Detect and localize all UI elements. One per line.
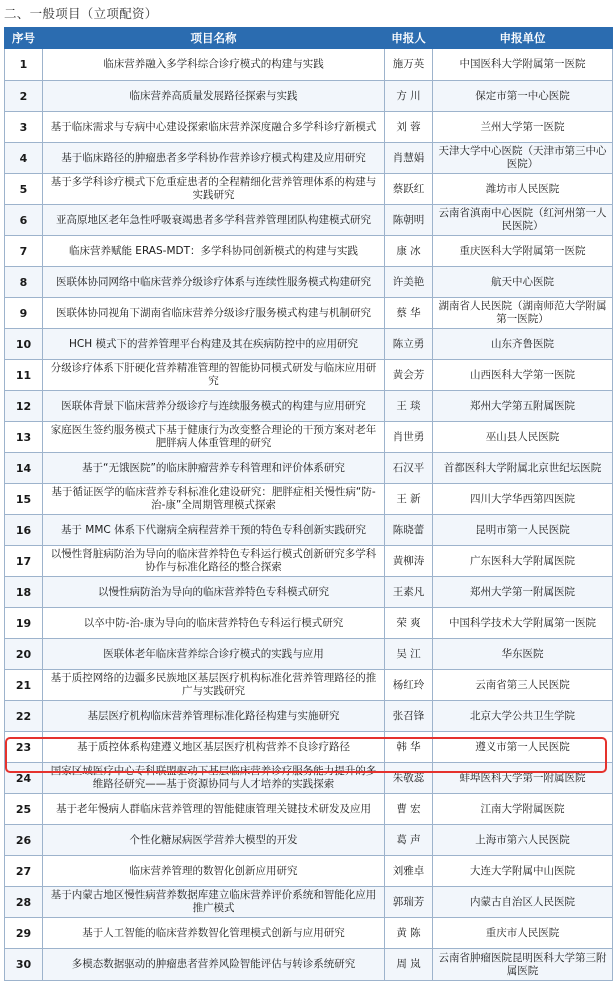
project-table xyxy=(4,27,613,981)
cell-applicant: 王素凡 xyxy=(385,577,433,608)
cell-project-name: 临床营养管理的数智化创新应用研究 xyxy=(43,856,385,887)
cell-no: 13 xyxy=(5,422,43,453)
table-row xyxy=(5,825,613,856)
cell-unit: 云南省滇南中心医院（红河州第一人民医院） xyxy=(433,205,613,236)
header-unit: 申报单位 xyxy=(433,28,613,49)
cell-no: 14 xyxy=(5,453,43,484)
cell-applicant: 陈晓蕾 xyxy=(385,515,433,546)
cell-no: 28 xyxy=(5,887,43,918)
cell-no: 7 xyxy=(5,236,43,267)
cell-unit: 广东医科大学附属医院 xyxy=(433,546,613,577)
cell-applicant: 张召锋 xyxy=(385,701,433,732)
cell-unit: 江南大学附属医院 xyxy=(433,794,613,825)
cell-unit: 潍坊市人民医院 xyxy=(433,174,613,205)
cell-unit: 遵义市第一人民医院 xyxy=(433,732,613,763)
cell-unit: 航天中心医院 xyxy=(433,267,613,298)
cell-unit: 云南省第三人民医院 xyxy=(433,670,613,701)
cell-applicant: 朱敬蕊 xyxy=(385,763,433,794)
table-row xyxy=(5,639,613,670)
cell-applicant: 黄会芳 xyxy=(385,360,433,391)
cell-unit: 郑州大学第一附属医院 xyxy=(433,577,613,608)
cell-no: 1 xyxy=(5,49,43,81)
cell-applicant: 葛 声 xyxy=(385,825,433,856)
table-row xyxy=(5,856,613,887)
cell-no: 4 xyxy=(5,143,43,174)
cell-project-name: 基于临床路径的肿瘤患者多学科协作营养诊疗模式构建及应用研究 xyxy=(43,143,385,174)
cell-project-name: 医联体背景下临床营养分级诊疗与连续服务模式的构建与应用研究 xyxy=(43,391,385,422)
cell-unit: 四川大学华西第四医院 xyxy=(433,484,613,515)
cell-unit: 重庆医科大学附属第一医院 xyxy=(433,236,613,267)
table-row xyxy=(5,515,613,546)
cell-no: 5 xyxy=(5,174,43,205)
cell-no: 16 xyxy=(5,515,43,546)
cell-no: 27 xyxy=(5,856,43,887)
table-row xyxy=(5,329,613,360)
cell-applicant: 肖慧娟 xyxy=(385,143,433,174)
cell-no: 8 xyxy=(5,267,43,298)
cell-applicant: 曹 宏 xyxy=(385,794,433,825)
table-row xyxy=(5,918,613,949)
cell-project-name: 临床营养高质量发展路径探索与实践 xyxy=(43,81,385,112)
table-row xyxy=(5,701,613,732)
cell-project-name: 家庭医生签约服务模式下基于健康行为改变整合理论的干预方案对老年肥胖病人体重管理的研究 xyxy=(43,422,385,453)
cell-unit: 中国科学技术大学附属第一医院 xyxy=(433,608,613,639)
cell-applicant: 吴 江 xyxy=(385,639,433,670)
cell-project-name: 基层医疗机构临床营养管理标准化路径构建与实施研究 xyxy=(43,701,385,732)
cell-applicant: 施万英 xyxy=(385,49,433,81)
cell-project-name: 国家区域医疗中心专科联盟驱动下基层临床营养诊疗服务能力提升的多维路径研究——基于资源协同与人才培养的实践探索 xyxy=(43,763,385,794)
table-header-row xyxy=(5,28,613,49)
cell-unit: 兰州大学第一医院 xyxy=(433,112,613,143)
cell-project-name: 以慢性肾脏病防治为导向的临床营养特色专科运行模式创新研究多学科协作与标准化路径的整合探索 xyxy=(43,546,385,577)
table-row xyxy=(5,670,613,701)
cell-project-name: 以慢性病防治为导向的临床营养特色专科模式研究 xyxy=(43,577,385,608)
cell-unit: 蚌埠医科大学第一附属医院 xyxy=(433,763,613,794)
table-row xyxy=(5,391,613,422)
cell-unit: 中国医科大学附属第一医院 xyxy=(433,49,613,81)
header-no: 序号 xyxy=(5,28,43,49)
cell-no: 26 xyxy=(5,825,43,856)
cell-no: 18 xyxy=(5,577,43,608)
cell-no: 22 xyxy=(5,701,43,732)
cell-applicant: 蔡跃红 xyxy=(385,174,433,205)
table-row xyxy=(5,81,613,112)
table-row xyxy=(5,484,613,515)
cell-applicant: 陈立勇 xyxy=(385,329,433,360)
table-row xyxy=(5,949,613,981)
cell-project-name: 基于人工智能的临床营养数智化管理模式创新与应用研究 xyxy=(43,918,385,949)
cell-no: 17 xyxy=(5,546,43,577)
cell-applicant: 蔡 华 xyxy=(385,298,433,329)
cell-project-name: 基于 MMC 体系下代谢病全病程营养干预的特色专科创新实践研究 xyxy=(43,515,385,546)
cell-unit: 华东医院 xyxy=(433,639,613,670)
cell-project-name: 医联体协同网络中临床营养分级诊疗体系与连续性服务模式构建研究 xyxy=(43,267,385,298)
cell-unit: 云南省肿瘤医院昆明医科大学第三附属医院 xyxy=(433,949,613,981)
table-row xyxy=(5,422,613,453)
cell-no: 30 xyxy=(5,949,43,981)
table-row xyxy=(5,546,613,577)
cell-project-name: 基于临床需求与专病中心建设探索临床营养深度融合多学科诊疗新模式 xyxy=(43,112,385,143)
table-row xyxy=(5,143,613,174)
cell-no: 19 xyxy=(5,608,43,639)
cell-applicant: 周 岚 xyxy=(385,949,433,981)
cell-unit: 北京大学公共卫生学院 xyxy=(433,701,613,732)
table-row xyxy=(5,267,613,298)
cell-no: 6 xyxy=(5,205,43,236)
cell-project-name: 以卒中防-治-康为导向的临床营养特色专科运行模式研究 xyxy=(43,608,385,639)
cell-unit: 山东齐鲁医院 xyxy=(433,329,613,360)
cell-project-name: 基于循证医学的临床营养专科标准化建设研究：肥胖症相关慢性病“防-治-康”全周期管理模式探索 xyxy=(43,484,385,515)
cell-applicant: 荣 爽 xyxy=(385,608,433,639)
cell-applicant: 方 川 xyxy=(385,81,433,112)
header-project-name: 项目名称 xyxy=(43,28,385,49)
cell-project-name: 临床营养赋能 ERAS-MDT：多学科协同创新模式的构建与实践 xyxy=(43,236,385,267)
cell-no: 11 xyxy=(5,360,43,391)
cell-project-name: 多模态数据驱动的肿瘤患者营养风险智能评估与转诊系统研究 xyxy=(43,949,385,981)
cell-unit: 昆明市第一人民医院 xyxy=(433,515,613,546)
table-row xyxy=(5,608,613,639)
cell-applicant: 郭瑞芳 xyxy=(385,887,433,918)
cell-project-name: 医联体协同视角下湖南省临床营养分级诊疗服务模式构建与机制研究 xyxy=(43,298,385,329)
cell-project-name: 基于多学科诊疗模式下危重症患者的全程精细化营养管理体系的构建与实践研究 xyxy=(43,174,385,205)
cell-unit: 大连大学附属中山医院 xyxy=(433,856,613,887)
cell-project-name: 基于老年慢病人群临床营养管理的智能健康管理关键技术研发及应用 xyxy=(43,794,385,825)
cell-applicant: 韩 华 xyxy=(385,732,433,763)
cell-project-name: 临床营养融入多学科综合诊疗模式的构建与实践 xyxy=(43,49,385,81)
table-row xyxy=(5,236,613,267)
cell-unit: 上海市第六人民医院 xyxy=(433,825,613,856)
cell-no: 24 xyxy=(5,763,43,794)
table-row xyxy=(5,763,613,794)
cell-no: 23 xyxy=(5,732,43,763)
cell-applicant: 陈朝明 xyxy=(385,205,433,236)
cell-applicant: 康 冰 xyxy=(385,236,433,267)
table-row xyxy=(5,49,613,81)
table-row xyxy=(5,887,613,918)
cell-project-name: 个性化糖尿病医学营养大模型的开发 xyxy=(43,825,385,856)
cell-no: 20 xyxy=(5,639,43,670)
cell-unit: 山西医科大学第一医院 xyxy=(433,360,613,391)
table-row xyxy=(5,453,613,484)
cell-no: 9 xyxy=(5,298,43,329)
table-row xyxy=(5,298,613,329)
cell-unit: 湖南省人民医院（湖南师范大学附属第一医院） xyxy=(433,298,613,329)
table-row xyxy=(5,112,613,143)
cell-no: 2 xyxy=(5,81,43,112)
cell-applicant: 杨红玲 xyxy=(385,670,433,701)
cell-no: 29 xyxy=(5,918,43,949)
table-row xyxy=(5,360,613,391)
cell-no: 15 xyxy=(5,484,43,515)
cell-project-name: 基于质控网络的边疆多民族地区基层医疗机构标准化营养管理路径的推广与实践研究 xyxy=(43,670,385,701)
table-row xyxy=(5,205,613,236)
header-applicant: 申报人 xyxy=(385,28,433,49)
table-row xyxy=(5,794,613,825)
cell-no: 10 xyxy=(5,329,43,360)
table-row xyxy=(5,732,613,763)
cell-project-name: 医联体老年临床营养综合诊疗模式的实践与应用 xyxy=(43,639,385,670)
cell-project-name: 基于内蒙古地区慢性病营养数据库建立临床营养评价系统和智能化应用推广模式 xyxy=(43,887,385,918)
cell-applicant: 石汉平 xyxy=(385,453,433,484)
cell-applicant: 王 琰 xyxy=(385,391,433,422)
cell-applicant: 王 新 xyxy=(385,484,433,515)
cell-unit: 巫山县人民医院 xyxy=(433,422,613,453)
table-row xyxy=(5,577,613,608)
table-row xyxy=(5,174,613,205)
cell-unit: 保定市第一中心医院 xyxy=(433,81,613,112)
cell-no: 3 xyxy=(5,112,43,143)
cell-unit: 重庆市人民医院 xyxy=(433,918,613,949)
cell-unit: 郑州大学第五附属医院 xyxy=(433,391,613,422)
cell-no: 25 xyxy=(5,794,43,825)
section-title: 二、一般项目（立项配资） xyxy=(4,6,158,21)
cell-no: 12 xyxy=(5,391,43,422)
cell-applicant: 许美艳 xyxy=(385,267,433,298)
cell-unit: 首都医科大学附属北京世纪坛医院 xyxy=(433,453,613,484)
cell-applicant: 黄 陈 xyxy=(385,918,433,949)
cell-project-name: 基于质控体系构建遵义地区基层医疗机构营养不良诊疗路径 xyxy=(43,732,385,763)
cell-no: 21 xyxy=(5,670,43,701)
cell-project-name: HCH 模式下的营养管理平台构建及其在疾病防控中的应用研究 xyxy=(43,329,385,360)
cell-project-name: 基于“无饿医院”的临床肿瘤营养专科管理和评价体系研究 xyxy=(43,453,385,484)
cell-unit: 内蒙古自治区人民医院 xyxy=(433,887,613,918)
cell-applicant: 肖世勇 xyxy=(385,422,433,453)
cell-unit: 天津大学中心医院（天津市第三中心医院） xyxy=(433,143,613,174)
cell-applicant: 刘 蓉 xyxy=(385,112,433,143)
cell-applicant: 黄柳涛 xyxy=(385,546,433,577)
cell-project-name: 亚高原地区老年急性呼吸衰竭患者多学科营养管理团队构建模式研究 xyxy=(43,205,385,236)
cell-project-name: 分级诊疗体系下肝硬化营养精准管理的智能协同模式研发与临床应用研究 xyxy=(43,360,385,391)
cell-applicant: 刘雅卓 xyxy=(385,856,433,887)
